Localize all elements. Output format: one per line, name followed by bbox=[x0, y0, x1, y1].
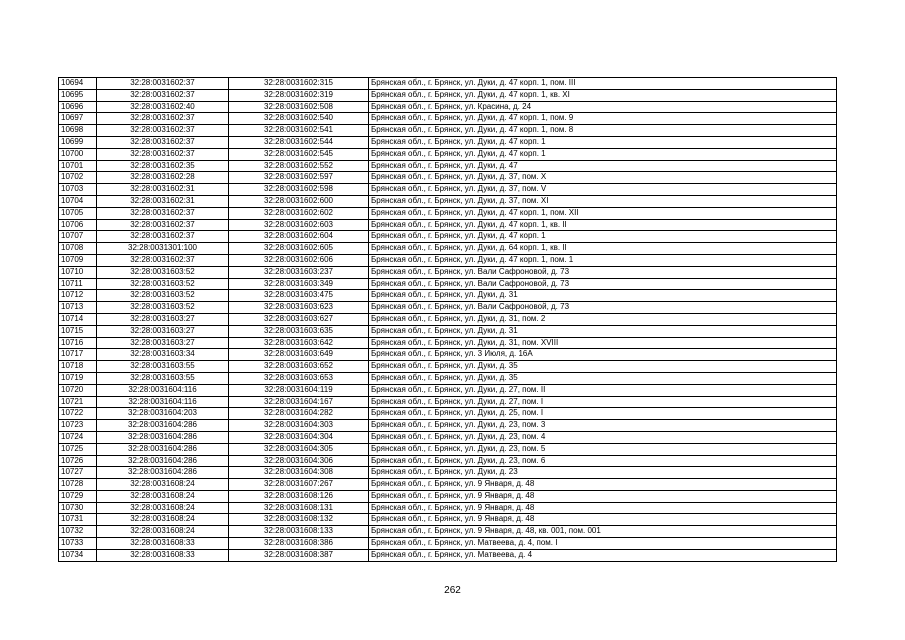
table-row bbox=[59, 325, 837, 337]
cadastral-number-cell: 32:28:0031603:475 bbox=[229, 290, 369, 302]
cadastral-number-cell: 32:28:0031603:653 bbox=[229, 372, 369, 384]
table-row bbox=[59, 207, 837, 219]
parent-cadastral-number-cell: 32:28:0031604:286 bbox=[97, 443, 229, 455]
address-cell: Брянская обл., г. Брянск, ул. Вали Сафроновой, д. 73 bbox=[369, 278, 837, 290]
row-number-cell: 10694 bbox=[59, 78, 97, 90]
parent-cadastral-number-cell: 32:28:0031604:286 bbox=[97, 420, 229, 432]
address-cell: Брянская обл., г. Брянск, ул. Дуки, д. 47 корп. 1, пом. 8 bbox=[369, 125, 837, 137]
cadastral-number-cell: 32:28:0031602:552 bbox=[229, 160, 369, 172]
address-cell: Брянская обл., г. Брянск, ул. Дуки, д. 23 bbox=[369, 467, 837, 479]
table-row bbox=[59, 148, 837, 160]
cadastral-number-cell: 32:28:0031608:132 bbox=[229, 514, 369, 526]
row-number-cell: 10708 bbox=[59, 243, 97, 255]
cadastral-number-cell: 32:28:0031608:386 bbox=[229, 538, 369, 550]
parent-cadastral-number-cell: 32:28:0031603:52 bbox=[97, 278, 229, 290]
cadastral-number-cell: 32:28:0031602:600 bbox=[229, 195, 369, 207]
address-cell: Брянская обл., г. Брянск, ул. Дуки, д. 31 bbox=[369, 290, 837, 302]
parent-cadastral-number-cell: 32:28:0031604:286 bbox=[97, 455, 229, 467]
parent-cadastral-number-cell: 32:28:0031604:286 bbox=[97, 467, 229, 479]
parent-cadastral-number-cell: 32:28:0031603:52 bbox=[97, 302, 229, 314]
parent-cadastral-number-cell: 32:28:0031602:37 bbox=[97, 207, 229, 219]
table-row bbox=[59, 526, 837, 538]
row-number-cell: 10731 bbox=[59, 514, 97, 526]
row-number-cell: 10715 bbox=[59, 325, 97, 337]
row-number-cell: 10695 bbox=[59, 89, 97, 101]
parent-cadastral-number-cell: 32:28:0031602:37 bbox=[97, 219, 229, 231]
table-row bbox=[59, 396, 837, 408]
row-number-cell: 10712 bbox=[59, 290, 97, 302]
address-cell: Брянская обл., г. Брянск, ул. 3 Июля, д. 16А bbox=[369, 349, 837, 361]
cadastral-number-cell: 32:28:0031602:606 bbox=[229, 254, 369, 266]
row-number-cell: 10703 bbox=[59, 184, 97, 196]
cadastral-number-cell: 32:28:0031608:133 bbox=[229, 526, 369, 538]
parent-cadastral-number-cell: 32:28:0031604:286 bbox=[97, 431, 229, 443]
address-cell: Брянская обл., г. Брянск, ул. Дуки, д. 37, пом. V bbox=[369, 184, 837, 196]
table-row bbox=[59, 490, 837, 502]
address-cell: Брянская обл., г. Брянск, ул. Дуки, д. 23, пом. 5 bbox=[369, 443, 837, 455]
address-cell: Брянская обл., г. Брянск, ул. Дуки, д. 35 bbox=[369, 361, 837, 373]
parent-cadastral-number-cell: 32:28:0031603:52 bbox=[97, 290, 229, 302]
parent-cadastral-number-cell: 32:28:0031603:27 bbox=[97, 313, 229, 325]
table-row bbox=[59, 78, 837, 90]
cadastral-number-cell: 32:28:0031607:267 bbox=[229, 479, 369, 491]
parent-cadastral-number-cell: 32:28:0031602:37 bbox=[97, 113, 229, 125]
cadastral-number-cell: 32:28:0031603:237 bbox=[229, 266, 369, 278]
cadastral-number-cell: 32:28:0031603:635 bbox=[229, 325, 369, 337]
parent-cadastral-number-cell: 32:28:0031602:35 bbox=[97, 160, 229, 172]
address-cell: Брянская обл., г. Брянск, ул. 9 Января, д. 48, кв. 001, пом. 001 bbox=[369, 526, 837, 538]
table-row bbox=[59, 266, 837, 278]
address-cell: Брянская обл., г. Брянск, ул. 9 Января, д. 48 bbox=[369, 502, 837, 514]
cadastral-number-cell: 32:28:0031602:508 bbox=[229, 101, 369, 113]
table-row bbox=[59, 195, 837, 207]
page-number: 262 bbox=[444, 585, 461, 596]
row-number-cell: 10696 bbox=[59, 101, 97, 113]
row-number-cell: 10706 bbox=[59, 219, 97, 231]
address-cell: Брянская обл., г. Брянск, ул. Дуки, д. 25, пом. I bbox=[369, 408, 837, 420]
address-cell: Брянская обл., г. Брянск, ул. Дуки, д. 23, пом. 4 bbox=[369, 431, 837, 443]
parent-cadastral-number-cell: 32:28:0031603:27 bbox=[97, 337, 229, 349]
cadastral-number-cell: 32:28:0031602:603 bbox=[229, 219, 369, 231]
parent-cadastral-number-cell: 32:28:0031608:33 bbox=[97, 538, 229, 550]
cadastral-number-cell: 32:28:0031602:597 bbox=[229, 172, 369, 184]
table-row bbox=[59, 290, 837, 302]
cadastral-number-cell: 32:28:0031602:545 bbox=[229, 148, 369, 160]
cadastral-number-cell: 32:28:0031603:649 bbox=[229, 349, 369, 361]
parent-cadastral-number-cell: 32:28:0031602:37 bbox=[97, 125, 229, 137]
table-row bbox=[59, 538, 837, 550]
table-row bbox=[59, 372, 837, 384]
row-number-cell: 10697 bbox=[59, 113, 97, 125]
address-cell: Брянская обл., г. Брянск, ул. Дуки, д. 64 корп. 1, кв. II bbox=[369, 243, 837, 255]
table-row bbox=[59, 361, 837, 373]
row-number-cell: 10726 bbox=[59, 455, 97, 467]
row-number-cell: 10717 bbox=[59, 349, 97, 361]
table-row bbox=[59, 243, 837, 255]
table-row bbox=[59, 349, 837, 361]
address-cell: Брянская обл., г. Брянск, ул. Дуки, д. 37, пом. X bbox=[369, 172, 837, 184]
parent-cadastral-number-cell: 32:28:0031604:116 bbox=[97, 396, 229, 408]
parent-cadastral-number-cell: 32:28:0031608:24 bbox=[97, 490, 229, 502]
address-cell: Брянская обл., г. Брянск, ул. Дуки, д. 47 корп. 1, пом. 1 bbox=[369, 254, 837, 266]
parent-cadastral-number-cell: 32:28:0031602:37 bbox=[97, 78, 229, 90]
address-cell: Брянская обл., г. Брянск, ул. Дуки, д. 27, пом. II bbox=[369, 384, 837, 396]
row-number-cell: 10711 bbox=[59, 278, 97, 290]
address-cell: Брянская обл., г. Брянск, ул. Дуки, д. 23, пом. 3 bbox=[369, 420, 837, 432]
address-cell: Брянская обл., г. Брянск, ул. Дуки, д. 47 bbox=[369, 160, 837, 172]
address-cell: Брянская обл., г. Брянск, ул. Дуки, д. 27, пом. I bbox=[369, 396, 837, 408]
cadastral-number-cell: 32:28:0031602:602 bbox=[229, 207, 369, 219]
row-number-cell: 10728 bbox=[59, 479, 97, 491]
row-number-cell: 10730 bbox=[59, 502, 97, 514]
parent-cadastral-number-cell: 32:28:0031604:203 bbox=[97, 408, 229, 420]
table-row bbox=[59, 313, 837, 325]
address-cell: Брянская обл., г. Брянск, ул. Вали Сафроновой, д. 73 bbox=[369, 302, 837, 314]
table-row bbox=[59, 278, 837, 290]
table-row bbox=[59, 384, 837, 396]
table-row bbox=[59, 467, 837, 479]
row-number-cell: 10707 bbox=[59, 231, 97, 243]
parent-cadastral-number-cell: 32:28:0031602:40 bbox=[97, 101, 229, 113]
row-number-cell: 10704 bbox=[59, 195, 97, 207]
row-number-cell: 10725 bbox=[59, 443, 97, 455]
parent-cadastral-number-cell: 32:28:0031602:37 bbox=[97, 148, 229, 160]
row-number-cell: 10702 bbox=[59, 172, 97, 184]
row-number-cell: 10722 bbox=[59, 408, 97, 420]
cadastral-number-cell: 32:28:0031602:544 bbox=[229, 136, 369, 148]
parent-cadastral-number-cell: 32:28:0031608:33 bbox=[97, 549, 229, 561]
address-cell: Брянская обл., г. Брянск, ул. Дуки, д. 31, пом. XVIII bbox=[369, 337, 837, 349]
address-cell: Брянская обл., г. Брянск, ул. Красина, д. 24 bbox=[369, 101, 837, 113]
row-number-cell: 10720 bbox=[59, 384, 97, 396]
row-number-cell: 10716 bbox=[59, 337, 97, 349]
address-cell: Брянская обл., г. Брянск, ул. Дуки, д. 31 bbox=[369, 325, 837, 337]
address-cell: Брянская обл., г. Брянск, ул. Дуки, д. 47 корп. 1, пом. XII bbox=[369, 207, 837, 219]
row-number-cell: 10701 bbox=[59, 160, 97, 172]
row-number-cell: 10699 bbox=[59, 136, 97, 148]
table-row bbox=[59, 479, 837, 491]
parent-cadastral-number-cell: 32:28:0031301:100 bbox=[97, 243, 229, 255]
table-row bbox=[59, 514, 837, 526]
parent-cadastral-number-cell: 32:28:0031603:34 bbox=[97, 349, 229, 361]
address-cell: Брянская обл., г. Брянск, ул. Дуки, д. 47 корп. 1 bbox=[369, 231, 837, 243]
row-number-cell: 10705 bbox=[59, 207, 97, 219]
parent-cadastral-number-cell: 32:28:0031608:24 bbox=[97, 526, 229, 538]
address-cell: Брянская обл., г. Брянск, ул. Дуки, д. 31, пом. 2 bbox=[369, 313, 837, 325]
table-row bbox=[59, 420, 837, 432]
parent-cadastral-number-cell: 32:28:0031604:116 bbox=[97, 384, 229, 396]
table-row bbox=[59, 443, 837, 455]
cadastral-number-cell: 32:28:0031602:540 bbox=[229, 113, 369, 125]
cadastral-number-cell: 32:28:0031608:387 bbox=[229, 549, 369, 561]
table-row bbox=[59, 455, 837, 467]
parent-cadastral-number-cell: 32:28:0031608:24 bbox=[97, 479, 229, 491]
address-cell: Брянская обл., г. Брянск, ул. Вали Сафроновой, д. 73 bbox=[369, 266, 837, 278]
table-row bbox=[59, 184, 837, 196]
parent-cadastral-number-cell: 32:28:0031602:37 bbox=[97, 254, 229, 266]
cadastral-register-table bbox=[58, 77, 837, 562]
row-number-cell: 10729 bbox=[59, 490, 97, 502]
table-row bbox=[59, 219, 837, 231]
parent-cadastral-number-cell: 32:28:0031602:28 bbox=[97, 172, 229, 184]
row-number-cell: 10721 bbox=[59, 396, 97, 408]
table-row bbox=[59, 89, 837, 101]
row-number-cell: 10734 bbox=[59, 549, 97, 561]
cadastral-number-cell: 32:28:0031608:131 bbox=[229, 502, 369, 514]
row-number-cell: 10727 bbox=[59, 467, 97, 479]
cadastral-number-cell: 32:28:0031604:308 bbox=[229, 467, 369, 479]
cadastral-number-cell: 32:28:0031604:119 bbox=[229, 384, 369, 396]
address-cell: Брянская обл., г. Брянск, ул. Дуки, д. 47 корп. 1, кв. II bbox=[369, 219, 837, 231]
parent-cadastral-number-cell: 32:28:0031602:37 bbox=[97, 231, 229, 243]
cadastral-number-cell: 32:28:0031604:306 bbox=[229, 455, 369, 467]
parent-cadastral-number-cell: 32:28:0031603:55 bbox=[97, 361, 229, 373]
table-row bbox=[59, 160, 837, 172]
parent-cadastral-number-cell: 32:28:0031602:31 bbox=[97, 184, 229, 196]
cadastral-number-cell: 32:28:0031602:605 bbox=[229, 243, 369, 255]
parent-cadastral-number-cell: 32:28:0031602:31 bbox=[97, 195, 229, 207]
address-cell: Брянская обл., г. Брянск, ул. Дуки, д. 47 корп. 1 bbox=[369, 148, 837, 160]
row-number-cell: 10724 bbox=[59, 431, 97, 443]
parent-cadastral-number-cell: 32:28:0031603:27 bbox=[97, 325, 229, 337]
cadastral-number-cell: 32:28:0031602:319 bbox=[229, 89, 369, 101]
address-cell: Брянская обл., г. Брянск, ул. Дуки, д. 47 корп. 1, пом. 9 bbox=[369, 113, 837, 125]
cadastral-number-cell: 32:28:0031604:305 bbox=[229, 443, 369, 455]
cadastral-number-cell: 32:28:0031602:604 bbox=[229, 231, 369, 243]
address-cell: Брянская обл., г. Брянск, ул. Дуки, д. 47 корп. 1 bbox=[369, 136, 837, 148]
address-cell: Брянская обл., г. Брянск, ул. Матвеева, д. 4 bbox=[369, 549, 837, 561]
cadastral-number-cell: 32:28:0031603:652 bbox=[229, 361, 369, 373]
row-number-cell: 10732 bbox=[59, 526, 97, 538]
address-cell: Брянская обл., г. Брянск, ул. Дуки, д. 37, пом. XI bbox=[369, 195, 837, 207]
table-row bbox=[59, 302, 837, 314]
cadastral-number-cell: 32:28:0031602:315 bbox=[229, 78, 369, 90]
cadastral-number-cell: 32:28:0031608:126 bbox=[229, 490, 369, 502]
table-row bbox=[59, 549, 837, 561]
address-cell: Брянская обл., г. Брянск, ул. 9 Января, д. 48 bbox=[369, 490, 837, 502]
table-row bbox=[59, 136, 837, 148]
table-row bbox=[59, 408, 837, 420]
table-row bbox=[59, 172, 837, 184]
cadastral-number-cell: 32:28:0031604:304 bbox=[229, 431, 369, 443]
cadastral-number-cell: 32:28:0031604:282 bbox=[229, 408, 369, 420]
row-number-cell: 10709 bbox=[59, 254, 97, 266]
table-row bbox=[59, 125, 837, 137]
cadastral-number-cell: 32:28:0031602:598 bbox=[229, 184, 369, 196]
row-number-cell: 10698 bbox=[59, 125, 97, 137]
parent-cadastral-number-cell: 32:28:0031602:37 bbox=[97, 136, 229, 148]
table-body bbox=[59, 78, 837, 562]
table-row bbox=[59, 502, 837, 514]
cadastral-number-cell: 32:28:0031603:349 bbox=[229, 278, 369, 290]
row-number-cell: 10723 bbox=[59, 420, 97, 432]
table-row bbox=[59, 254, 837, 266]
cadastral-number-cell: 32:28:0031603:627 bbox=[229, 313, 369, 325]
row-number-cell: 10714 bbox=[59, 313, 97, 325]
row-number-cell: 10713 bbox=[59, 302, 97, 314]
parent-cadastral-number-cell: 32:28:0031603:52 bbox=[97, 266, 229, 278]
address-cell: Брянская обл., г. Брянск, ул. 9 Января, д. 48 bbox=[369, 514, 837, 526]
parent-cadastral-number-cell: 32:28:0031608:24 bbox=[97, 514, 229, 526]
row-number-cell: 10710 bbox=[59, 266, 97, 278]
table-row bbox=[59, 431, 837, 443]
table-row bbox=[59, 337, 837, 349]
cadastral-number-cell: 32:28:0031603:623 bbox=[229, 302, 369, 314]
row-number-cell: 10719 bbox=[59, 372, 97, 384]
table-row bbox=[59, 101, 837, 113]
address-cell: Брянская обл., г. Брянск, ул. Дуки, д. 23, пом. 6 bbox=[369, 455, 837, 467]
cadastral-number-cell: 32:28:0031604:303 bbox=[229, 420, 369, 432]
table-row bbox=[59, 231, 837, 243]
cadastral-number-cell: 32:28:0031604:167 bbox=[229, 396, 369, 408]
parent-cadastral-number-cell: 32:28:0031602:37 bbox=[97, 89, 229, 101]
address-cell: Брянская обл., г. Брянск, ул. Дуки, д. 47 корп. 1, пом. III bbox=[369, 78, 837, 90]
address-cell: Брянская обл., г. Брянск, ул. Матвеева, д. 4, пом. I bbox=[369, 538, 837, 550]
cadastral-number-cell: 32:28:0031603:642 bbox=[229, 337, 369, 349]
address-cell: Брянская обл., г. Брянск, ул. Дуки, д. 35 bbox=[369, 372, 837, 384]
row-number-cell: 10733 bbox=[59, 538, 97, 550]
address-cell: Брянская обл., г. Брянск, ул. 9 Января, д. 48 bbox=[369, 479, 837, 491]
address-cell: Брянская обл., г. Брянск, ул. Дуки, д. 47 корп. 1, кв. XI bbox=[369, 89, 837, 101]
parent-cadastral-number-cell: 32:28:0031603:55 bbox=[97, 372, 229, 384]
cadastral-number-cell: 32:28:0031602:541 bbox=[229, 125, 369, 137]
row-number-cell: 10718 bbox=[59, 361, 97, 373]
table-row bbox=[59, 113, 837, 125]
row-number-cell: 10700 bbox=[59, 148, 97, 160]
parent-cadastral-number-cell: 32:28:0031608:24 bbox=[97, 502, 229, 514]
